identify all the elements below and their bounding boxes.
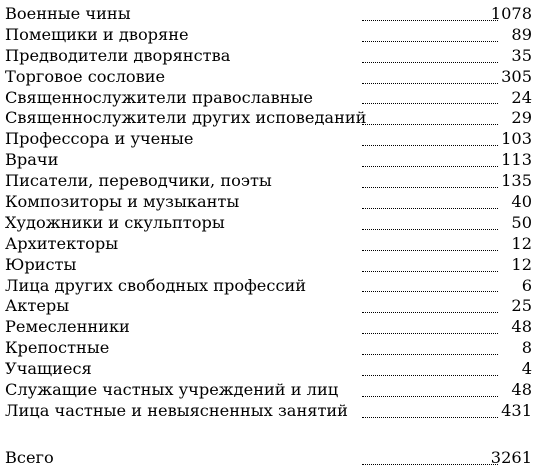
row-label: Лица частные и невыясненных занятий xyxy=(5,400,348,420)
dot-leader xyxy=(362,317,498,338)
row-value: 50 xyxy=(511,212,532,232)
total-label: Всего xyxy=(5,448,54,467)
list-item xyxy=(5,359,532,380)
dot-leader xyxy=(362,171,498,192)
dot-leader xyxy=(362,213,498,234)
list-item xyxy=(5,317,532,338)
row-value: 48 xyxy=(511,380,532,400)
dot-leader xyxy=(362,234,498,255)
row-value: 40 xyxy=(511,192,532,212)
list-item xyxy=(5,338,532,359)
row-label: Юристы xyxy=(5,254,77,274)
row-value: 135 xyxy=(501,171,532,191)
row-value: 12 xyxy=(511,233,532,253)
dot-leader xyxy=(362,46,498,67)
dot-leader xyxy=(362,129,498,150)
row-value: 431 xyxy=(501,400,532,420)
list-item xyxy=(5,255,532,276)
total-section xyxy=(5,448,532,469)
row-label: Предводители дворянства xyxy=(5,45,231,65)
row-label: Крепостные xyxy=(5,338,110,358)
row-label: Художники и скульпторы xyxy=(5,212,225,232)
row-value: 305 xyxy=(501,66,532,86)
row-label: Служащие частных учреждений и лиц xyxy=(5,380,339,400)
list-item xyxy=(5,276,532,297)
row-value: 89 xyxy=(511,24,532,44)
row-label: Учащиеся xyxy=(5,359,92,379)
total-row xyxy=(5,448,532,469)
row-value: 4 xyxy=(521,359,532,379)
list-item xyxy=(5,67,532,88)
row-label: Архитекторы xyxy=(5,233,119,253)
row-label: Военные чины xyxy=(5,4,131,23)
list-item xyxy=(5,234,532,255)
row-value: 103 xyxy=(501,129,532,149)
dot-leader xyxy=(362,255,498,276)
dot-leader xyxy=(362,359,498,380)
dot-leader xyxy=(362,4,498,25)
dot-leader xyxy=(362,150,498,171)
list-item xyxy=(5,150,532,171)
row-label: Священнослужители других исповеданий xyxy=(5,108,367,128)
dot-leader xyxy=(362,192,498,213)
row-value: 113 xyxy=(501,150,532,170)
dot-leader xyxy=(362,88,498,109)
dot-leader xyxy=(362,401,498,422)
row-value: 1078 xyxy=(490,4,532,23)
dot-leader xyxy=(362,338,498,359)
list-item xyxy=(5,296,532,317)
list-item xyxy=(5,108,532,129)
row-value: 12 xyxy=(511,254,532,274)
list-item xyxy=(5,380,532,401)
row-value: 25 xyxy=(511,296,532,316)
row-value: 24 xyxy=(511,87,532,107)
row-label: Врачи xyxy=(5,150,59,170)
row-label: Актеры xyxy=(5,296,70,316)
list-item xyxy=(5,25,532,46)
total-value: 3261 xyxy=(490,448,532,467)
row-label: Профессора и ученые xyxy=(5,129,194,149)
dot-leader xyxy=(362,276,498,297)
dot-leader xyxy=(362,448,498,469)
row-label: Священнослужители православные xyxy=(5,87,313,107)
list-item xyxy=(5,129,532,150)
dot-leader xyxy=(362,25,498,46)
row-label: Лица других свободных профессий xyxy=(5,275,307,295)
row-label: Композиторы и музыканты xyxy=(5,192,240,212)
row-value: 29 xyxy=(511,108,532,128)
list-item xyxy=(5,213,532,234)
row-value: 8 xyxy=(521,338,532,358)
list-item xyxy=(5,192,532,213)
list-item xyxy=(5,171,532,192)
row-value: 35 xyxy=(511,45,532,65)
row-value: 6 xyxy=(521,275,532,295)
row-label: Ремесленники xyxy=(5,317,130,337)
list-item xyxy=(5,88,532,109)
dot-leader xyxy=(362,296,498,317)
row-label: Писатели, переводчики, поэты xyxy=(5,171,272,191)
row-value: 48 xyxy=(511,317,532,337)
dot-leader xyxy=(362,108,498,129)
list-item xyxy=(5,46,532,67)
row-label: Торговое сословие xyxy=(5,66,166,86)
dot-leader xyxy=(362,67,498,88)
row-label: Помещики и дворяне xyxy=(5,24,189,44)
list-item xyxy=(5,401,532,422)
list-item xyxy=(5,4,532,25)
dot-leader xyxy=(362,380,498,401)
occupation-list xyxy=(5,4,532,422)
